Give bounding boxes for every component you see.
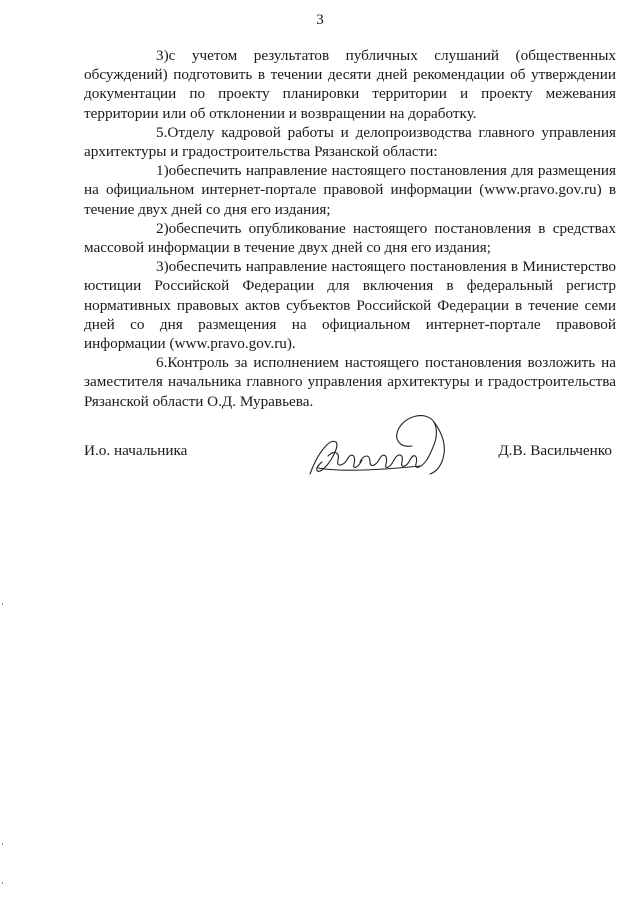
paragraph-marker: 1): [156, 162, 169, 180]
paragraph-text: обеспечить опубликование настоящего постановления в средствах массовой информации в течение двух дней со дня его издания;: [84, 219, 616, 257]
paragraph-marker: 6.: [156, 354, 168, 372]
paragraph-text: Контроль за исполнением настоящего постановления возложить на заместителя начальника главного управления архитектуры и градостроительства Рязанской области О.Д. Муравьева.: [84, 354, 616, 410]
signer-name: Д.В. Васильченко: [498, 442, 612, 459]
paragraph-section-6: [84, 353, 616, 411]
page-number: 3: [316, 12, 324, 28]
paragraph-item-1: [84, 161, 616, 219]
signer-title: И.о. начальника: [84, 442, 188, 459]
paragraph-marker: 3): [156, 258, 169, 276]
paragraph-text: с учетом результатов публичных слушаний (общественных обсуждений) подготовить в течении десяти дней рекомендации об утверждении документации по проекту планировки территории и проекту межевания территории или об отклонении и возвращении на доработку.: [84, 47, 616, 122]
paragraph-item-2: [84, 219, 616, 257]
paragraph-text: Отделу кадровой работы и делопроизводства главного управления архитектуры и градостроительства Рязанской области:: [84, 123, 616, 161]
paragraph-text: обеспечить направление настоящего постановления для размещения на официальном интернет-портале правовой информации (www.pravo.gov.ru) в течение двух дней со дня его издания;: [84, 162, 616, 218]
paragraph-marker: 3): [156, 47, 169, 64]
document-body: [84, 46, 616, 411]
handwritten-signature: [300, 412, 460, 492]
paragraph-marker: 5.: [156, 123, 168, 141]
paragraph-item-3: [84, 46, 616, 123]
scan-edge-marks: [0, 0, 6, 905]
paragraph-section-5: [84, 123, 616, 161]
paragraph-item-3b: [84, 257, 616, 353]
paragraph-marker: 2): [156, 219, 169, 237]
paragraph-text: обеспечить направление настоящего постановления в Министерство юстиции Российской Федерации для включения в федеральный регистр нормативных правовых актов субъектов Российской Федерации в течение семи дней со дня размещения на официальном интернет-портале правовой информации (www.pravo.gov.ru).: [84, 258, 616, 353]
